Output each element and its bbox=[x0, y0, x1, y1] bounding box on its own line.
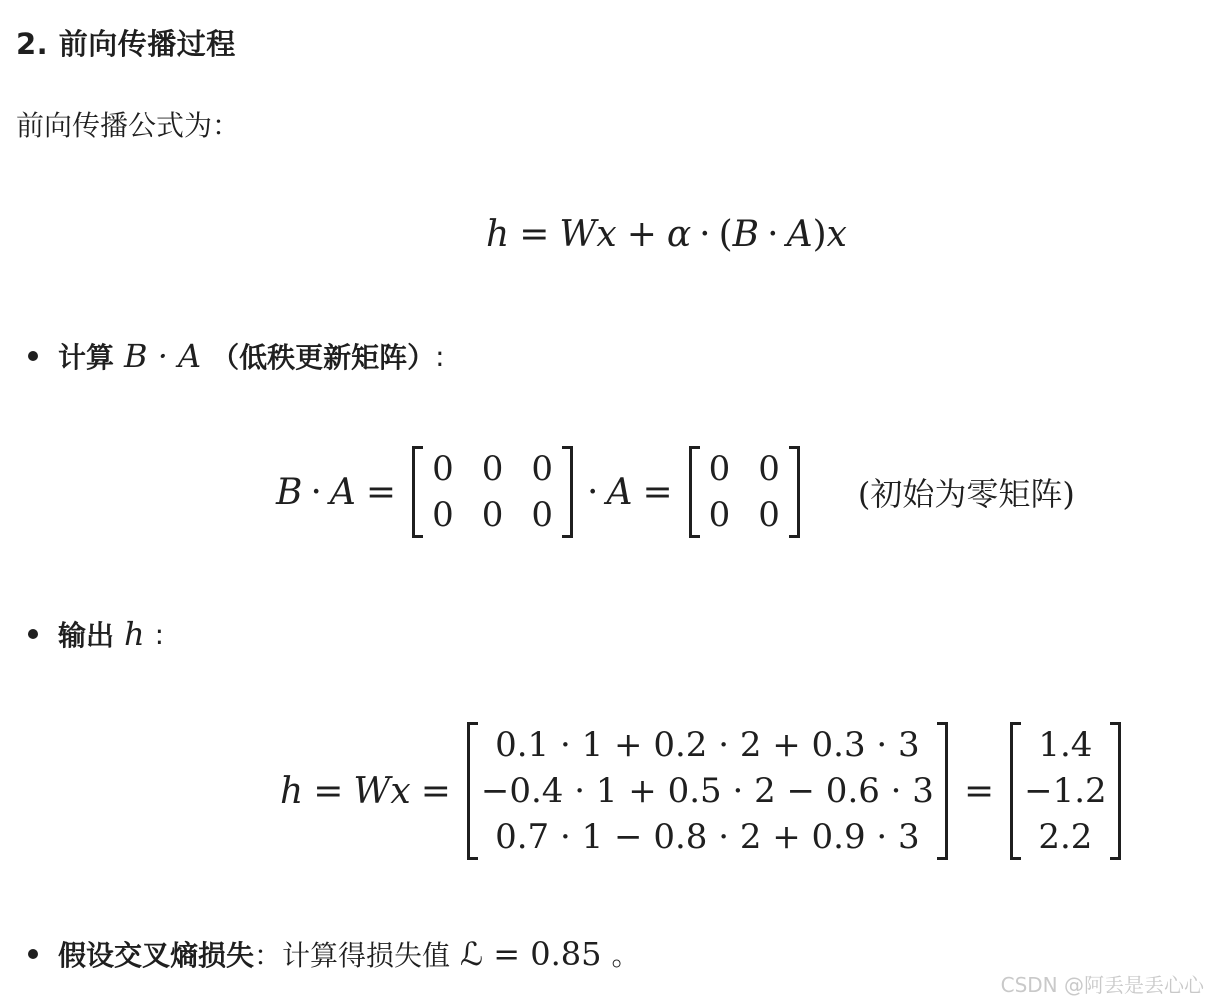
matrix-cell: 0 bbox=[758, 449, 780, 489]
matrix-cell: 0 bbox=[432, 449, 454, 489]
bullet-output-h bbox=[28, 614, 164, 654]
formula-cdot: · bbox=[699, 214, 711, 255]
bullet3-bold: 假设交叉熵损失 bbox=[58, 939, 255, 972]
bullet-disc bbox=[28, 629, 38, 639]
section-heading: 2. 前向传播过程 bbox=[16, 27, 236, 61]
matrix-cell: 0 bbox=[432, 495, 454, 535]
formula-plus: + bbox=[626, 214, 657, 255]
matrix-cell: 0 bbox=[708, 449, 731, 489]
eq2-w: W bbox=[353, 770, 391, 812]
formula-x: x bbox=[596, 214, 617, 255]
matrix-h-result bbox=[1010, 722, 1121, 860]
bullet1-math: B · A bbox=[124, 337, 202, 375]
eq1-a-mid: A bbox=[606, 471, 633, 513]
equation-output: h = W x = 0.1 · 1 + 0.2 · 2 + 0.3 · 3 −0.4 · 1 + 0.5 · 2 − 0.6 · 3 0.7 · 1 − 0.8 · 2 + 0.9 · 3 = 1.4 −1.2 2.2 bbox=[280, 722, 1127, 860]
formula-eq: = bbox=[519, 214, 550, 255]
equation-ba: B · A = 0 0 0 0 0 0 · A = 0 0 0 0 (初始为零矩阵) bbox=[276, 446, 1075, 538]
formula-lparen: ( bbox=[718, 214, 733, 255]
bullet1-bold-suffix: （低秩更新矩阵） bbox=[211, 341, 436, 374]
forward-formula bbox=[486, 214, 847, 255]
matrix-wx-expansion bbox=[467, 722, 948, 860]
bullet-loss bbox=[28, 934, 640, 974]
eq2-x: x bbox=[390, 770, 411, 812]
bullet3-text: ：计算得损失值 bbox=[254, 939, 451, 972]
bullet2-math: h bbox=[124, 615, 145, 653]
matrix-result-zero bbox=[689, 446, 800, 538]
formula-cdot-2: · bbox=[767, 214, 779, 255]
zero-matrix-note: (初始为零矩阵) bbox=[857, 475, 1075, 513]
matrix-cell: −1.2 bbox=[1024, 771, 1107, 811]
bullet1-bold: 计算 bbox=[58, 341, 115, 374]
matrix-cell: 0 bbox=[708, 495, 731, 535]
formula-x-2: x bbox=[826, 214, 847, 255]
matrix-cell: −0.4 · 1 + 0.5 · 2 − 0.6 · 3 bbox=[480, 771, 934, 811]
matrix-cell: 0 bbox=[481, 495, 504, 535]
bullet1-tail: : bbox=[435, 339, 445, 373]
matrix-cell: 1.4 bbox=[1038, 725, 1093, 765]
bullet2-tail: : bbox=[154, 617, 165, 651]
intro-text: 前向传播公式为： bbox=[16, 109, 241, 142]
bullet-compute-ba bbox=[28, 336, 445, 376]
matrix-cell: 0 bbox=[758, 495, 780, 535]
bullet2-bold: 输出 bbox=[58, 619, 115, 652]
matrix-cell: 0.7 · 1 − 0.8 · 2 + 0.9 · 3 bbox=[495, 817, 920, 857]
formula-h: h bbox=[486, 214, 510, 255]
eq1-a: A bbox=[329, 471, 356, 513]
bullet3-tail: 。 bbox=[611, 939, 640, 972]
formula-a: A bbox=[786, 214, 813, 255]
eq1-b: B bbox=[276, 471, 303, 513]
bullet-disc bbox=[28, 351, 38, 361]
matrix-ba-zero bbox=[412, 446, 573, 538]
formula-rparen: ) bbox=[812, 214, 827, 255]
matrix-cell: 2.2 bbox=[1038, 817, 1093, 857]
matrix-cell: 0 bbox=[531, 449, 554, 489]
matrix-cell: 0.1 · 1 + 0.2 · 2 + 0.3 · 3 bbox=[495, 725, 920, 765]
formula-alpha: α bbox=[666, 214, 692, 255]
bullet-disc bbox=[28, 949, 38, 959]
matrix-cell: 0 bbox=[531, 495, 554, 535]
bullet3-math: ℒ = 0.85 bbox=[460, 935, 602, 973]
formula-w: W bbox=[559, 214, 597, 255]
matrix-cell: 0 bbox=[481, 449, 504, 489]
formula-b: B bbox=[732, 214, 760, 255]
watermark: CSDN @阿丢是丢心心 bbox=[1000, 973, 1204, 997]
eq2-h: h bbox=[280, 770, 304, 812]
